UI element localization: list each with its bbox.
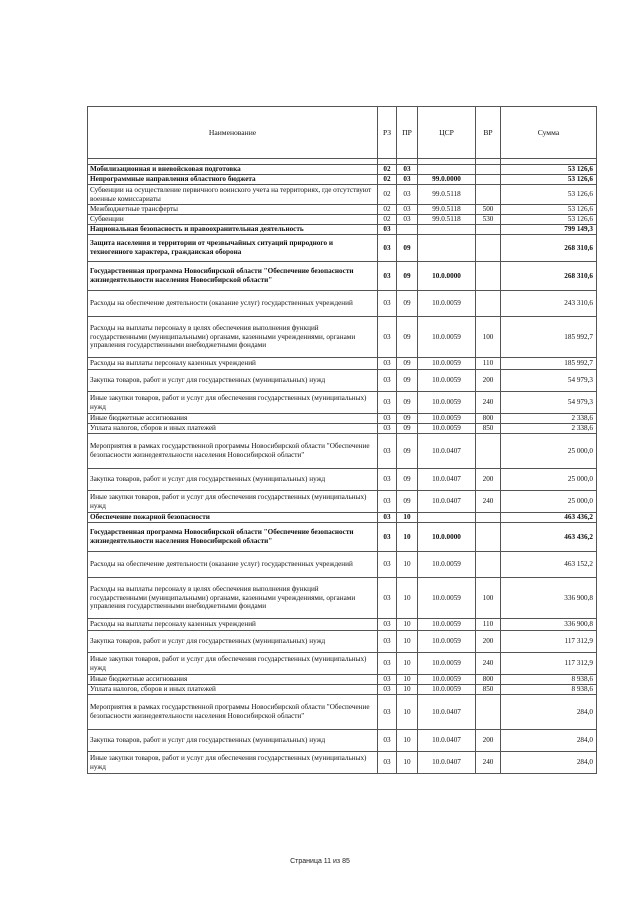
cell-pr: 10	[397, 695, 418, 730]
cell-rz: 02	[378, 165, 397, 175]
cell-rz: 03	[378, 752, 397, 774]
cell-sum: 25 000,0	[501, 491, 597, 513]
table-row	[88, 414, 597, 424]
cell-vr: 240	[476, 752, 501, 774]
cell-pr: 10	[397, 552, 418, 578]
cell-vr: 100	[476, 317, 501, 358]
table-row	[88, 185, 597, 205]
cell-csr: 10.0.0059	[418, 414, 476, 424]
cell-sum: 463 436,2	[501, 513, 597, 523]
cell-pr: 09	[397, 469, 418, 491]
header-pr: ПР	[397, 107, 418, 159]
cell-pr: 09	[397, 370, 418, 392]
cell-vr	[476, 434, 501, 469]
cell-rz: 03	[378, 619, 397, 631]
cell-csr	[418, 165, 476, 175]
table-body	[88, 165, 597, 774]
cell-rz: 02	[378, 175, 397, 185]
cell-csr: 10.0.0059	[418, 358, 476, 370]
cell-name: Непрограммные направления областного бюджета	[88, 175, 378, 185]
cell-vr: 110	[476, 619, 501, 631]
cell-rz: 02	[378, 185, 397, 205]
cell-sum: 185 992,7	[501, 358, 597, 370]
cell-vr: 800	[476, 414, 501, 424]
table-row	[88, 205, 597, 215]
cell-name: Обеспечение пожарной безопасности	[88, 513, 378, 523]
page-number: Страница 11 из 85	[290, 858, 350, 865]
cell-pr: 09	[397, 291, 418, 317]
cell-pr: 10	[397, 685, 418, 695]
cell-csr	[418, 513, 476, 523]
cell-rz: 03	[378, 631, 397, 653]
cell-csr: 10.0.0059	[418, 675, 476, 685]
cell-vr: 200	[476, 370, 501, 392]
cell-rz: 03	[378, 513, 397, 523]
header-name: Наименование	[88, 107, 378, 159]
table-row	[88, 491, 597, 513]
cell-name: Субвенции на осуществление первичного воинского учета на территориях, где отсутствуют военные комиссариаты	[88, 185, 378, 205]
cell-name: Закупка товаров, работ и услуг для государственных (муниципальных) нужд	[88, 370, 378, 392]
cell-pr: 09	[397, 317, 418, 358]
table-row	[88, 358, 597, 370]
cell-csr	[418, 235, 476, 262]
table-header-row	[88, 107, 597, 159]
cell-csr: 99.0.5118	[418, 205, 476, 215]
cell-vr: 240	[476, 653, 501, 675]
cell-name: Закупка товаров, работ и услуг для государственных (муниципальных) нужд	[88, 730, 378, 752]
table-row	[88, 434, 597, 469]
cell-rz: 03	[378, 235, 397, 262]
table-row	[88, 215, 597, 225]
cell-name: Мероприятия в рамках государственной программы Новосибирской области "Обеспечение безопасности жизнедеятельности населения Новосибирской области"	[88, 695, 378, 730]
cell-csr: 10.0.0407	[418, 730, 476, 752]
cell-csr: 10.0.0059	[418, 685, 476, 695]
cell-pr: 03	[397, 205, 418, 215]
cell-csr: 10.0.0059	[418, 317, 476, 358]
cell-pr: 09	[397, 358, 418, 370]
cell-pr: 09	[397, 414, 418, 424]
cell-name: Государственная программа Новосибирской области "Обеспечение безопасности жизнедеятельности населения Новосибирской области"	[88, 262, 378, 291]
cell-sum: 53 126,6	[501, 175, 597, 185]
cell-name: Мероприятия в рамках государственной программы Новосибирской области "Обеспечение безопасности жизнедеятельности населения Новосибирской области"	[88, 434, 378, 469]
cell-rz: 03	[378, 424, 397, 434]
cell-sum: 463 152,2	[501, 552, 597, 578]
cell-name: Расходы на выплаты персоналу казенных учреждений	[88, 358, 378, 370]
cell-pr: 09	[397, 235, 418, 262]
cell-csr: 10.0.0059	[418, 631, 476, 653]
table-row	[88, 730, 597, 752]
cell-pr: 03	[397, 185, 418, 205]
cell-name: Мобилизационная и вневойсковая подготовка	[88, 165, 378, 175]
cell-name: Расходы на обеспечение деятельности (оказание услуг) государственных учреждений	[88, 291, 378, 317]
cell-pr: 03	[397, 175, 418, 185]
cell-sum: 117 312,9	[501, 631, 597, 653]
cell-vr: 110	[476, 358, 501, 370]
cell-sum: 53 126,6	[501, 215, 597, 225]
cell-rz: 03	[378, 358, 397, 370]
cell-sum: 2 338,6	[501, 424, 597, 434]
cell-pr: 09	[397, 491, 418, 513]
cell-pr: 09	[397, 262, 418, 291]
cell-csr: 10.0.0407	[418, 469, 476, 491]
cell-vr: 850	[476, 424, 501, 434]
cell-name: Национальная безопасность и правоохранительная деятельность	[88, 225, 378, 235]
cell-vr: 240	[476, 491, 501, 513]
table-row	[88, 469, 597, 491]
cell-sum: 284,0	[501, 695, 597, 730]
cell-vr	[476, 523, 501, 552]
cell-csr: 10.0.0059	[418, 424, 476, 434]
cell-name: Иные закупки товаров, работ и услуг для обеспечения государственных (муниципальных) нужд	[88, 491, 378, 513]
cell-csr: 10.0.0059	[418, 552, 476, 578]
cell-name: Субвенции	[88, 215, 378, 225]
table-row	[88, 578, 597, 619]
cell-name: Защита населения и территории от чрезвычайных ситуаций природного и техногенного характера, гражданская оборона	[88, 235, 378, 262]
cell-name: Расходы на обеспечение деятельности (оказание услуг) государственных учреждений	[88, 552, 378, 578]
table-row	[88, 370, 597, 392]
cell-sum: 25 000,0	[501, 434, 597, 469]
cell-pr: 09	[397, 392, 418, 414]
cell-sum: 268 310,6	[501, 262, 597, 291]
cell-rz: 03	[378, 262, 397, 291]
cell-pr: 10	[397, 653, 418, 675]
table-row	[88, 653, 597, 675]
header-sum: Сумма	[501, 107, 597, 159]
table-row	[88, 225, 597, 235]
cell-sum: 117 312,9	[501, 653, 597, 675]
cell-vr	[476, 291, 501, 317]
cell-vr: 200	[476, 631, 501, 653]
cell-sum: 8 938,6	[501, 675, 597, 685]
table-row	[88, 262, 597, 291]
table-row	[88, 317, 597, 358]
table-row	[88, 619, 597, 631]
table-row	[88, 552, 597, 578]
cell-rz: 03	[378, 653, 397, 675]
cell-vr: 240	[476, 392, 501, 414]
cell-rz: 03	[378, 552, 397, 578]
cell-vr: 800	[476, 675, 501, 685]
table-row	[88, 235, 597, 262]
cell-pr: 09	[397, 424, 418, 434]
cell-sum: 8 938,6	[501, 685, 597, 695]
cell-sum: 336 900,8	[501, 578, 597, 619]
cell-rz: 02	[378, 215, 397, 225]
table-row	[88, 513, 597, 523]
cell-vr	[476, 695, 501, 730]
cell-vr: 100	[476, 578, 501, 619]
cell-pr: 10	[397, 523, 418, 552]
cell-vr	[476, 225, 501, 235]
cell-sum: 25 000,0	[501, 469, 597, 491]
cell-pr: 10	[397, 578, 418, 619]
cell-csr: 10.0.0000	[418, 262, 476, 291]
cell-pr: 10	[397, 631, 418, 653]
table-row	[88, 424, 597, 434]
table-row	[88, 675, 597, 685]
cell-vr: 530	[476, 215, 501, 225]
table-row	[88, 685, 597, 695]
cell-pr: 10	[397, 730, 418, 752]
cell-name: Иные бюджетные ассигнования	[88, 675, 378, 685]
cell-rz: 03	[378, 317, 397, 358]
cell-sum: 54 979,3	[501, 392, 597, 414]
cell-vr	[476, 513, 501, 523]
cell-sum: 185 992,7	[501, 317, 597, 358]
cell-sum: 53 126,6	[501, 185, 597, 205]
cell-csr: 10.0.0059	[418, 370, 476, 392]
cell-csr: 10.0.0059	[418, 578, 476, 619]
cell-sum: 284,0	[501, 752, 597, 774]
table-row	[88, 291, 597, 317]
cell-sum: 243 310,6	[501, 291, 597, 317]
cell-vr: 200	[476, 469, 501, 491]
table-row	[88, 695, 597, 730]
cell-sum: 799 149,3	[501, 225, 597, 235]
cell-vr	[476, 235, 501, 262]
header-rz: РЗ	[378, 107, 397, 159]
header-csr: ЦСР	[418, 107, 476, 159]
cell-vr	[476, 175, 501, 185]
cell-rz: 03	[378, 523, 397, 552]
cell-csr: 10.0.0407	[418, 695, 476, 730]
cell-csr: 99.0.0000	[418, 175, 476, 185]
cell-pr: 09	[397, 434, 418, 469]
cell-rz: 03	[378, 392, 397, 414]
cell-rz: 03	[378, 225, 397, 235]
cell-vr: 200	[476, 730, 501, 752]
cell-rz: 03	[378, 434, 397, 469]
cell-vr	[476, 262, 501, 291]
table-row	[88, 165, 597, 175]
cell-name: Иные бюджетные ассигнования	[88, 414, 378, 424]
table-row	[88, 175, 597, 185]
cell-vr: 850	[476, 685, 501, 695]
cell-pr: 10	[397, 619, 418, 631]
table-row	[88, 752, 597, 774]
cell-name: Расходы на выплаты персоналу в целях обеспечения выполнения функций государственными (муниципальными) органами, казенными учреждениями, органами управления государственными внебюджетными фондами	[88, 578, 378, 619]
cell-name: Уплата налогов, сборов и иных платежей	[88, 685, 378, 695]
cell-rz: 03	[378, 291, 397, 317]
cell-rz: 03	[378, 730, 397, 752]
cell-rz: 03	[378, 491, 397, 513]
cell-vr	[476, 185, 501, 205]
cell-name: Государственная программа Новосибирской области "Обеспечение безопасности жизнедеятельности населения Новосибирской области"	[88, 523, 378, 552]
cell-rz: 03	[378, 685, 397, 695]
cell-csr: 10.0.0059	[418, 619, 476, 631]
cell-rz: 03	[378, 695, 397, 730]
cell-sum: 54 979,3	[501, 370, 597, 392]
cell-rz: 03	[378, 414, 397, 424]
cell-csr	[418, 225, 476, 235]
cell-name: Иные закупки товаров, работ и услуг для обеспечения государственных (муниципальных) нужд	[88, 752, 378, 774]
cell-vr: 500	[476, 205, 501, 215]
cell-rz: 03	[378, 675, 397, 685]
cell-csr: 10.0.0059	[418, 291, 476, 317]
cell-vr	[476, 552, 501, 578]
cell-rz: 03	[378, 469, 397, 491]
header-vr: ВР	[476, 107, 501, 159]
cell-sum: 2 338,6	[501, 414, 597, 424]
cell-csr: 10.0.0407	[418, 434, 476, 469]
cell-csr: 10.0.0407	[418, 752, 476, 774]
cell-sum: 53 126,6	[501, 165, 597, 175]
budget-table	[87, 106, 597, 774]
cell-csr: 99.0.5118	[418, 215, 476, 225]
cell-pr	[397, 225, 418, 235]
cell-rz: 03	[378, 578, 397, 619]
cell-name: Иные закупки товаров, работ и услуг для обеспечения государственных (муниципальных) нужд	[88, 392, 378, 414]
table-row	[88, 631, 597, 653]
cell-name: Закупка товаров, работ и услуг для государственных (муниципальных) нужд	[88, 469, 378, 491]
cell-pr: 10	[397, 675, 418, 685]
cell-sum: 268 310,6	[501, 235, 597, 262]
table-row	[88, 523, 597, 552]
cell-sum: 53 126,6	[501, 205, 597, 215]
cell-rz: 02	[378, 205, 397, 215]
cell-csr: 10.0.0059	[418, 392, 476, 414]
cell-csr: 10.0.0407	[418, 491, 476, 513]
cell-csr: 10.0.0000	[418, 523, 476, 552]
cell-name: Расходы на выплаты персоналу в целях обеспечения выполнения функций государственными (муниципальными) органами, казенными учреждениями, органами управления государственными внебюджетными фондами	[88, 317, 378, 358]
cell-name: Межбюджетные трансферты	[88, 205, 378, 215]
cell-rz: 03	[378, 370, 397, 392]
cell-name: Закупка товаров, работ и услуг для государственных (муниципальных) нужд	[88, 631, 378, 653]
cell-sum: 284,0	[501, 730, 597, 752]
cell-vr	[476, 165, 501, 175]
cell-csr: 10.0.0059	[418, 653, 476, 675]
cell-name: Иные закупки товаров, работ и услуг для обеспечения государственных (муниципальных) нужд	[88, 653, 378, 675]
cell-pr: 10	[397, 513, 418, 523]
cell-name: Уплата налогов, сборов и иных платежей	[88, 424, 378, 434]
cell-sum: 463 436,2	[501, 523, 597, 552]
cell-name: Расходы на выплаты персоналу казенных учреждений	[88, 619, 378, 631]
cell-pr: 03	[397, 215, 418, 225]
cell-csr: 99.0.5118	[418, 185, 476, 205]
cell-pr: 10	[397, 752, 418, 774]
cell-sum: 336 900,8	[501, 619, 597, 631]
cell-pr: 03	[397, 165, 418, 175]
table-row	[88, 392, 597, 414]
